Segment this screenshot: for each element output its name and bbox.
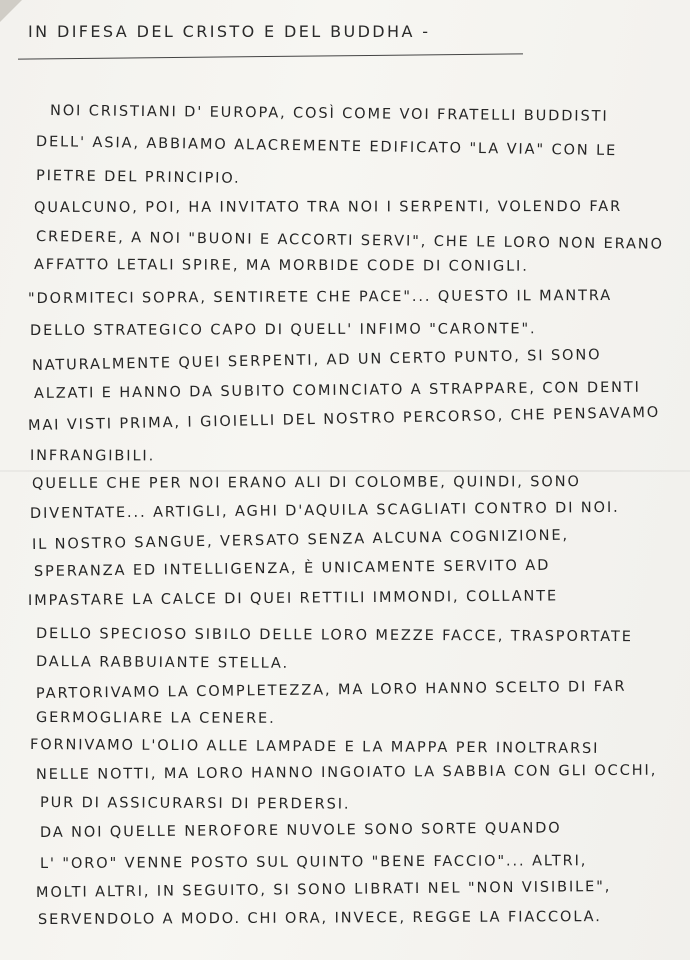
letter-line: QUALCUNO, POI, HA INVITATO TRA NOI I SERPENTI, VOLENDO FAR [33,198,623,216]
letter-line: AFFATTO LETALI SPIRE, MA MORBIDE CODE DI CONIGLI. [33,257,529,275]
letter-line: DIVENTATE... ARTIGLI, AGHI D'AQUILA SCAGLIATI CONTRO DI NOI. [29,499,620,522]
letter-line: NATURALMENTE QUEI SERPENTI, AD UN CERTO PUNTO, SI SONO [31,347,602,374]
letter-line: MAI VISTI PRIMA, I GIOIELLI DEL NOSTRO PERCORSO, CHE PENSAVAMO [27,404,661,434]
letter-line: INFRANGIBILI. [29,448,156,465]
letter-line: L' "ORO" VENNE POSTO SUL QUINTO "BENE FACCIO"... ALTRI, [39,853,588,872]
letter-line: PARTORIVAMO LA COMPLETEZZA, MA LORO HANNO SCELTO DI FAR [35,678,627,702]
letter-line: DA NOI QUELLE NEROFORE NUVOLE SONO SORTE QUANDO [39,820,562,841]
torn-corner [0,0,22,22]
letter-line: DELL' ASIA, ABBIAMO ALACREMENTE EDIFICATO "LA VIA" CON LE [35,134,618,160]
letter-line: SERVENDOLO A MODO. CHI ORA, INVECE, REGGE LA FIACCOLA. [37,909,602,928]
letter-line: DALLA RABBUIANTE STELLA. [35,654,290,672]
letter-line: IMPASTARE LA CALCE DI QUEI RETTILI IMMONDI, COLLANTE [27,588,559,609]
letter-line: PIETRE DEL PRINCIPIO. [35,168,241,187]
letter-line: GERMOGLIARE LA CENERE. [35,710,276,727]
letter-line: SPERANZA ED INTELLIGENZA, È UNICAMENTE SERVITO AD [33,557,551,580]
paper-fold-crease [0,470,690,472]
letter-line: PUR DI ASSICURARSI DI PERDERSI. [39,795,351,813]
letter-line: DELLO STRATEGICO CAPO DI QUELL' INFIMO "CARONTE". [29,321,537,339]
title-underline [18,53,523,59]
letter-line: "DORMITECI SOPRA, SENTIRETE CHE PACE"... QUESTO IL MANTRA [27,287,613,307]
letter-line: FORNIVAMO L'OLIO ALLE LAMPADE E LA MAPPA PER INOLTRARSI [29,737,600,757]
letter-line: ALZATI E HANNO DA SUBITO COMINCIATO A STRAPPARE, CON DENTI [33,379,641,402]
letter-title: IN DIFESA DEL CRISTO E DEL BUDDHA - [28,22,431,41]
letter-line: QUELLE CHE PER NOI ERANO ALI DI COLOMBE, QUINDI, SONO [31,474,581,492]
letter-line: MOLTI ALTRI, IN SEGUITO, SI SONO LIBRATI NEL "NON VISIBILE", [35,878,612,901]
letter-line: DELLO SPECIOSO SIBILO DELLE LORO MEZZE FACCE, TRASPORTATE [35,626,633,646]
letter-line: NOI CRISTIANI D' EUROPA, COSÌ COME VOI FRATELLI BUDDISTI [49,103,609,125]
letter-line: IL NOSTRO SANGUE, VERSATO SENZA ALCUNA COGNIZIONE, [31,527,570,553]
letter-line: CREDERE, A NOI "BUONI E ACCORTI SERVI", CHE LE LORO NON ERANO [35,229,665,253]
letter-line: NELLE NOTTI, MA LORO HANNO INGOIATO LA SABBIA CON GLI OCCHI, [35,762,658,783]
